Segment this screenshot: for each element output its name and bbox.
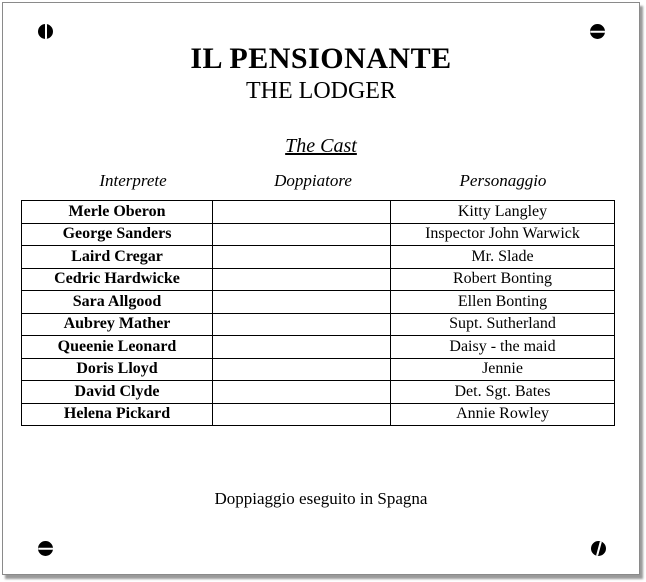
screw-bottom-left-icon: [38, 541, 53, 556]
dubber-cell: [213, 381, 391, 404]
table-row: [22, 336, 615, 359]
actor-cell: George Sanders: [22, 223, 213, 246]
table-row: [22, 268, 615, 291]
role-cell: Jennie: [391, 358, 615, 381]
page-title: IL PENSIONANTE: [190, 42, 452, 75]
role-cell: Kitty Langley: [391, 201, 615, 224]
screw-top-right-icon: [590, 24, 605, 39]
actor-cell: Aubrey Mather: [22, 313, 213, 336]
table-row: [22, 223, 615, 246]
cast-heading: The Cast: [285, 135, 357, 157]
dubber-cell: [213, 291, 391, 314]
column-header-personaggio: Personaggio: [459, 171, 547, 190]
dubber-cell: [213, 336, 391, 359]
cast-plate: [2, 2, 640, 575]
dubber-cell: [213, 268, 391, 291]
table-row: [22, 403, 615, 426]
dubbing-note: Doppiaggio eseguito in Spagna: [214, 489, 428, 508]
actor-cell: David Clyde: [22, 381, 213, 404]
actor-cell: Laird Cregar: [22, 246, 213, 269]
role-cell: Robert Bonting: [391, 268, 615, 291]
role-cell: Daisy - the maid: [391, 336, 615, 359]
actor-cell: Merle Oberon: [22, 201, 213, 224]
dubber-cell: [213, 201, 391, 224]
role-cell: Ellen Bonting: [391, 291, 615, 314]
role-cell: Annie Rowley: [391, 403, 615, 426]
dubber-cell: [213, 223, 391, 246]
dubber-cell: [213, 313, 391, 336]
table-row: [22, 358, 615, 381]
table-row: [22, 201, 615, 224]
role-cell: Inspector John Warwick: [391, 223, 615, 246]
table-row: [22, 246, 615, 269]
actor-cell: Cedric Hardwicke: [22, 268, 213, 291]
actor-cell: Queenie Leonard: [22, 336, 213, 359]
actor-cell: Sara Allgood: [22, 291, 213, 314]
column-header-doppiatore: Doppiatore: [274, 171, 352, 190]
dubber-cell: [213, 358, 391, 381]
page-subtitle: THE LODGER: [246, 78, 396, 104]
actor-cell: Helena Pickard: [22, 403, 213, 426]
table-row: [22, 291, 615, 314]
cast-table: [21, 200, 615, 426]
column-header-interprete: Interprete: [99, 171, 167, 190]
table-row: [22, 313, 615, 336]
dubber-cell: [213, 403, 391, 426]
actor-cell: Doris Lloyd: [22, 358, 213, 381]
role-cell: Supt. Sutherland: [391, 313, 615, 336]
role-cell: Mr. Slade: [391, 246, 615, 269]
table-row: [22, 381, 615, 404]
role-cell: Det. Sgt. Bates: [391, 381, 615, 404]
screw-bottom-right-icon: [591, 541, 606, 556]
dubber-cell: [213, 246, 391, 269]
screw-top-left-icon: [38, 24, 53, 39]
